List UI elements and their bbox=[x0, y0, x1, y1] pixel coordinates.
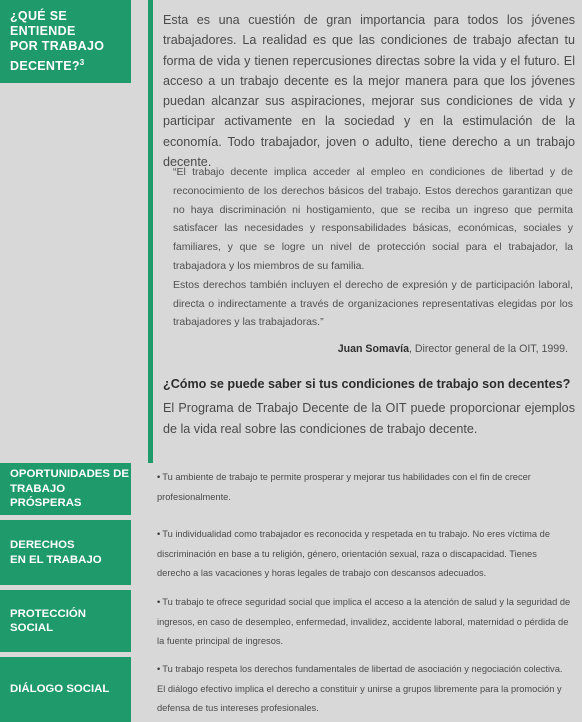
quote-paragraph-2: Estos derechos también incluyen el derecho de expresión y de participación laboral, directa o indirectamente a través de organizaciones representativas elegidas por los trabajadores y las trabajadoras.” bbox=[173, 278, 573, 329]
row-text-proteccion bbox=[157, 593, 572, 652]
row-description: Tu trabajo te ofrece seguridad social que implica el acceso a la atención de salud y la seguridad de ingresos, en caso de desempleo, enfermedad, invalidez, accidente laboral, maternidad o pérdida de la fuente principal de ingresos. bbox=[157, 597, 571, 647]
row-description: Tu individualidad como trabajador es reconocida y respetada en tu trabajo. No eres víctima de discriminación en base a tu religión, género, orientación sexual, raza o discapacidad. Tienes derecho a las vacaciones y horas legales de trabajo con descansos adecuados. bbox=[157, 529, 551, 579]
row-text-dialogo bbox=[157, 660, 572, 719]
row-label-dialogo bbox=[0, 657, 131, 722]
row-text-oportunidades bbox=[157, 468, 572, 507]
row-text-derechos bbox=[157, 525, 572, 584]
row-description: Tu ambiente de trabajo te permite prosperar y mejorar tus habilidades con el fin de crecer profesionalmente. bbox=[157, 472, 531, 502]
row-label-line: OPORTUNIDADES DE bbox=[10, 468, 129, 481]
row-label-line: PROTECCIÓN SOCIAL bbox=[10, 607, 86, 634]
section-title-line: ENTIENDE bbox=[10, 24, 76, 39]
intro-paragraph: Esta es una cuestión de gran importancia para todos los jóvenes trabajadores. La realidad es que las condiciones de trabajo afectan tu forma de vida y tienen repercusiones directas sobre la vida y el futuro. El acceso a un trabajo decente es la mejor manera para que los jóvenes puedan alcanzar sus aspiraciones, mejorar sus condiciones de vida y participar activamente en la sociedad y en la estimulación de la economía. Todo trabajador, joven o adulto, tiene derecho a un trabajo decente. bbox=[163, 13, 575, 170]
bullet-icon: • bbox=[157, 529, 161, 539]
row-label-derechos bbox=[0, 520, 131, 585]
bullet-icon: • bbox=[157, 597, 161, 607]
bullet-icon: • bbox=[157, 664, 161, 674]
section-title-text: DECENTE? bbox=[10, 58, 80, 73]
somavia-quote bbox=[173, 163, 573, 332]
quote-attribution bbox=[338, 343, 568, 355]
row-label-line: EN EL TRABAJO bbox=[10, 553, 102, 566]
attribution-role: , Director general de la OIT, 1999. bbox=[409, 343, 568, 355]
section-title-line: ¿QUÉ SE bbox=[10, 9, 67, 23]
question-heading: ¿Cómo se puede saber si tus condiciones de trabajo son decentes? bbox=[163, 377, 571, 391]
row-label-proteccion bbox=[0, 590, 131, 652]
section-title-line bbox=[10, 55, 125, 74]
vertical-accent-rule bbox=[148, 0, 153, 463]
row-description: Tu trabajo respeta los derechos fundamentales de libertad de asociación y negociación colectiva. El diálogo efectivo implica el derecho a constituir y unirse a grupos libremente para la promoción y defensa de tus intereses profesionales. bbox=[157, 664, 563, 714]
section-title-box bbox=[0, 0, 131, 83]
bullet-icon: • bbox=[157, 472, 161, 482]
footnote-marker: 3 bbox=[79, 57, 85, 67]
row-label-oportunidades bbox=[0, 463, 131, 515]
row-label-line: TRABAJO PRÓSPERAS bbox=[10, 482, 82, 510]
answer-paragraph: El Programa de Trabajo Decente de la OIT puede proporcionar ejemplos de la vida real sobre las condiciones de trabajo decente. bbox=[163, 401, 575, 436]
section-title-line: POR TRABAJO bbox=[10, 39, 105, 54]
row-label-line: DIÁLOGO SOCIAL bbox=[10, 683, 110, 696]
quote-paragraph-1: “El trabajo decente implica acceder al empleo en condiciones de libertad y de reconocimiento de los derechos básicos del trabajo. Estos derechos garantizan que no haya discriminación ni hostigamiento, que se reciba un ingreso que permita satisfacer las necesidades y responsabilidades básicas, económicas, sociales y familiares, y que se logre un nivel de protección social para el trabajador, la trabajadora y los miembros de su familia. bbox=[173, 166, 573, 272]
attribution-name: Juan Somavía bbox=[337, 343, 409, 355]
row-label-line: DERECHOS bbox=[10, 539, 75, 551]
